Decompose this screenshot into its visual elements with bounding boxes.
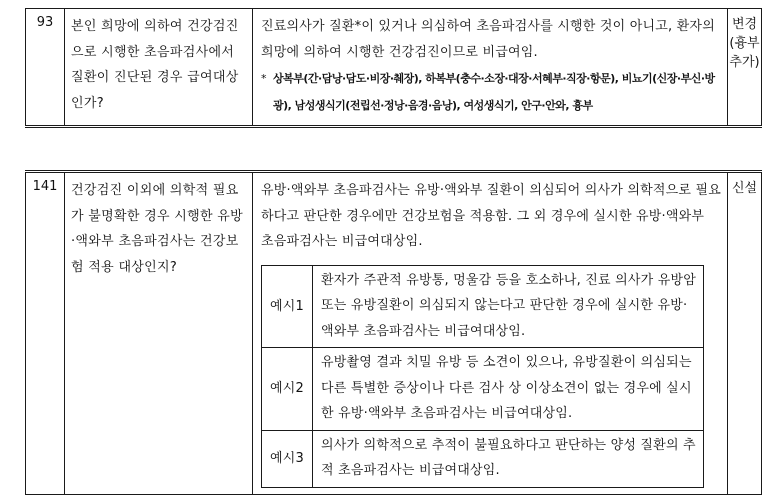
table-row xyxy=(26,9,762,127)
example-label: 예시3 xyxy=(262,430,313,487)
footnote-marker: * xyxy=(261,72,266,85)
qa-table-141 xyxy=(25,170,762,495)
example-row xyxy=(262,348,704,431)
example-row xyxy=(262,430,704,487)
footnote xyxy=(261,65,721,119)
answer-text: 유방·액와부 초음파검사는 유방·액와부 질환이 의심되어 의사가 의학적으로 필요하다고 판단한 경우에만 건강보험을 적용함. 그 외 경우에 실시한 유방·액와부 초음파검사는 비급여대상임. xyxy=(261,183,722,249)
status-cell: 신설 xyxy=(728,172,762,495)
examples-table xyxy=(261,265,704,488)
answer-text: 진료의사가 질환*이 있거나 의심하여 초음파검사를 시행한 것이 아니고, 환자의 희망에 의하여 시행한 건강검진이므로 비급여임. xyxy=(261,19,715,60)
example-text: 유방촬영 결과 치밀 유방 등 소견이 있으나, 유방질환이 의심되는 다른 특별한 증상이나 다른 검사 상 이상소견이 없는 경우에 실시한 유방·액와부 초음파검사는 비급여대상임. xyxy=(313,348,704,431)
question-cell: 건강검진 이외에 의학적 필요가 불명확한 경우 시행한 유방·액와부 초음파검사는 건강보험 적용 대상인지? xyxy=(65,172,253,495)
example-text: 의사가 의학적으로 추적이 불필요하다고 판단하는 양성 질환의 추적 초음파검사는 비급여대상임. xyxy=(313,430,704,487)
answer-cell xyxy=(253,9,728,127)
row-number: 141 xyxy=(26,172,65,495)
example-text: 환자가 주관적 유방통, 멍울감 등을 호소하나, 진료 의사가 유방암 또는 유방질환이 의심되지 않는다고 판단한 경우에 실시한 유방·액와부 초음파검사는 비급여대상임. xyxy=(313,265,704,348)
status-text: 변경 (흉부 추가) xyxy=(729,17,760,70)
example-row xyxy=(262,265,704,348)
row-number: 93 xyxy=(26,9,65,127)
status-cell xyxy=(728,9,762,127)
answer-cell xyxy=(253,172,728,495)
question-cell: 본인 희망에 의하여 건강검진으로 시행한 초음파검사에서 질환이 진단된 경우 급여대상인가? xyxy=(65,9,253,127)
table-row xyxy=(26,172,762,495)
footnote-text: 상복부(간·담낭·담도·비장·췌장), 하복부(충수·소장·대장·서혜부·직장·항문), 비뇨기(신장·부신·방광), 남성생식기(전립선·정낭·음경·음낭), 여성생식기, 안구·안와, 흉부 xyxy=(273,72,715,112)
example-label: 예시1 xyxy=(262,265,313,348)
qa-table-93 xyxy=(25,8,762,128)
example-label: 예시2 xyxy=(262,348,313,431)
